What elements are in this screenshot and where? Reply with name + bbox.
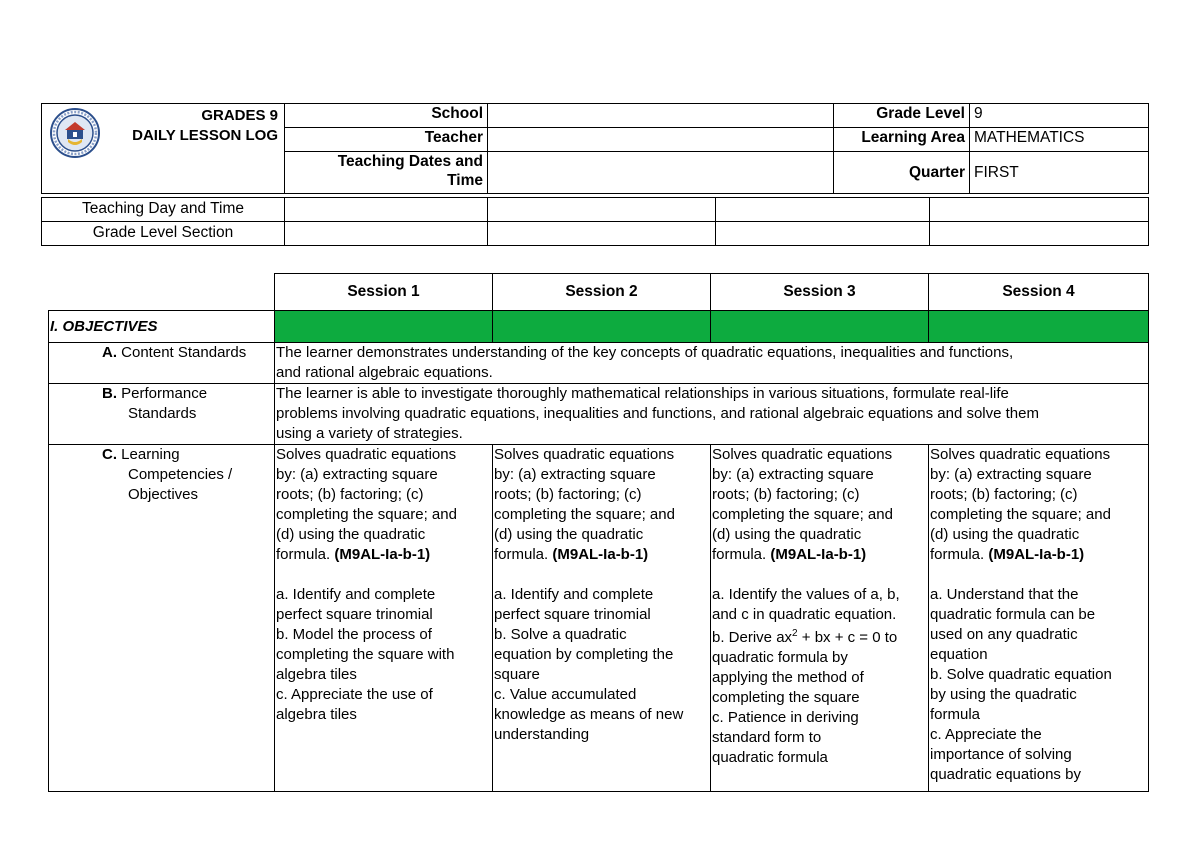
common-line: Solves quadratic equations (712, 446, 893, 463)
s3-line: a. Identify the values of a, b, (712, 586, 900, 603)
s1-line: a. Identify and complete (276, 586, 436, 603)
common-line: Solves quadratic equations (930, 446, 1111, 463)
common-line: completing the square; and (494, 506, 675, 523)
common-line: by: (a) extracting square (276, 466, 438, 483)
s3-line: and c in quadratic equation. (712, 606, 897, 623)
common-line: Solves quadratic equations (276, 446, 457, 463)
learning-area-label: Learning Area (834, 128, 970, 152)
lesson-log-grades-title: GRADES 9 (201, 107, 278, 124)
s3-line: applying the method of (712, 669, 864, 686)
common-line: by: (a) extracting square (494, 466, 656, 483)
common-line: by: (a) extracting square (712, 466, 874, 483)
session-1-header: Session 1 (275, 274, 493, 311)
content-standards-text (275, 343, 1149, 384)
learning-competencies-label (49, 445, 275, 792)
content-standards-label-text: Content Standards (117, 344, 247, 361)
header-corner (49, 274, 275, 311)
s1-line: algebra tiles (276, 706, 357, 723)
common-line: (d) using the quadratic (276, 526, 426, 543)
common-line: (d) using the quadratic (494, 526, 644, 543)
s4-line: by using the quadratic (930, 686, 1077, 703)
section-session1-field[interactable] (285, 222, 488, 246)
header-table (41, 103, 1149, 194)
s3-derive-sup: 2 (792, 628, 798, 639)
s1-line: perfect square trinomial (276, 606, 433, 623)
s1-line: algebra tiles (276, 666, 357, 683)
s3-line: quadratic formula by (712, 649, 848, 666)
common-line-formula (930, 545, 1147, 565)
common-line: completing the square; and (930, 506, 1111, 523)
objectives-session4-bar (929, 311, 1149, 343)
section-session4-field[interactable] (930, 222, 1149, 246)
learning-competencies-label-line3: Objectives (128, 486, 199, 503)
competencies-session4 (929, 445, 1149, 792)
common-line: by: (a) extracting square (930, 466, 1092, 483)
s2-line: knowledge as means of new (494, 706, 684, 723)
teacher-label: Teacher (285, 128, 488, 152)
s3-line: completing the square (712, 689, 860, 706)
competencies-session3 (711, 445, 929, 792)
day-time-session4-field[interactable] (930, 198, 1149, 222)
performance-standards-label (49, 384, 275, 445)
school-field[interactable] (488, 104, 834, 128)
objectives-session2-bar (493, 311, 711, 343)
competency-code: (M9AL-Ia-b-1) (770, 546, 867, 563)
common-line-formula-text: formula. (930, 546, 989, 563)
quarter-field[interactable]: FIRST (970, 152, 1149, 194)
competency-code: (M9AL-Ia-b-1) (552, 546, 649, 563)
common-line: roots; (b) factoring; (c) (494, 486, 642, 503)
s2-line: equation by completing the (494, 646, 674, 663)
common-line: roots; (b) factoring; (c) (930, 486, 1078, 503)
s4-line: b. Solve quadratic equation (930, 666, 1112, 683)
s4-line: used on any quadratic (930, 626, 1078, 643)
s3-line: c. Patience in deriving (712, 709, 859, 726)
performance-standards-label-line2: Standards (128, 405, 197, 422)
school-label: School (285, 104, 488, 128)
day-section-table (41, 197, 1149, 246)
session-2-header: Session 2 (493, 274, 711, 311)
common-line: completing the square; and (712, 506, 893, 523)
section-session2-field[interactable] (488, 222, 716, 246)
session-4-header: Session 4 (929, 274, 1149, 311)
performance-standards-label-line1: Performance (117, 385, 208, 402)
s4-line: importance of solving (930, 746, 1072, 763)
competencies-session1 (275, 445, 493, 792)
s1-line: c. Appreciate the use of (276, 686, 433, 703)
competency-code: (M9AL-Ia-b-1) (334, 546, 431, 563)
teaching-day-time-label: Teaching Day and Time (42, 198, 285, 222)
common-line: completing the square; and (276, 506, 457, 523)
common-line: Solves quadratic equations (494, 446, 675, 463)
s3-line: quadratic formula (712, 749, 828, 766)
s1-line: b. Model the process of (276, 626, 432, 643)
day-time-session2-field[interactable] (488, 198, 716, 222)
s2-line: perfect square trinomial (494, 606, 651, 623)
s2-line: a. Identify and complete (494, 586, 654, 603)
performance-standards-text (275, 384, 1149, 445)
content-standards-label (49, 343, 275, 384)
learning-area-field[interactable]: MATHEMATICS (970, 128, 1149, 152)
s2-line: b. Solve a quadratic (494, 626, 627, 643)
lesson-log-title: DAILY LESSON LOG (132, 127, 278, 144)
s2-line: understanding (494, 726, 590, 743)
s1-line: completing the square with (276, 646, 455, 663)
performance-standards-letter: B. (102, 385, 117, 402)
day-time-session3-field[interactable] (716, 198, 930, 222)
common-line-formula-text: formula. (494, 546, 553, 563)
teaching-dates-label-line2: Time (447, 172, 483, 189)
section-session3-field[interactable] (716, 222, 930, 246)
teaching-dates-label-line1: Teaching Dates and (337, 153, 483, 170)
objectives-session3-bar (711, 311, 929, 343)
day-time-session1-field[interactable] (285, 198, 488, 222)
common-line: roots; (b) factoring; (c) (712, 486, 860, 503)
common-line-formula (276, 545, 491, 565)
common-line: roots; (b) factoring; (c) (276, 486, 424, 503)
deped-seal-icon (50, 108, 100, 158)
s4-line: formula (930, 706, 981, 723)
s4-line: quadratic formula can be (930, 606, 1096, 623)
objectives-heading: I. OBJECTIVES (49, 311, 275, 343)
learning-competencies-letter: C. (102, 446, 117, 463)
grade-level-field[interactable]: 9 (970, 104, 1149, 128)
quarter-label: Quarter (834, 152, 970, 194)
common-line-formula (712, 545, 927, 565)
performance-standards-line2: problems involving quadratic equations, inequalities and functions, and rational algebraic equations and solve them (276, 405, 1039, 422)
content-standards-letter: A. (102, 344, 117, 361)
s3-derive-line (712, 628, 927, 648)
grade-level-section-label: Grade Level Section (42, 222, 285, 246)
performance-standards-line3: using a variety of strategies. (276, 425, 463, 442)
content-standards-line1: The learner demonstrates understanding of the key concepts of quadratic equations, inequalities and functions, (276, 344, 1014, 361)
session-3-header: Session 3 (711, 274, 929, 311)
learning-competencies-label-line1: Learning (117, 446, 180, 463)
s2-line: square (494, 666, 540, 683)
common-line: (d) using the quadratic (712, 526, 862, 543)
common-line-formula-text: formula. (712, 546, 771, 563)
grade-level-label: Grade Level (834, 104, 970, 128)
competencies-session2 (493, 445, 711, 792)
s3-line: standard form to (712, 729, 822, 746)
common-line: (d) using the quadratic (930, 526, 1080, 543)
common-line-formula-text: formula. (276, 546, 335, 563)
content-standards-line2: and rational algebraic equations. (276, 364, 493, 381)
competency-code: (M9AL-Ia-b-1) (988, 546, 1085, 563)
common-line-formula (494, 545, 709, 565)
s4-line: quadratic equations by (930, 766, 1081, 783)
learning-competencies-label-line2: Competencies / (128, 466, 233, 483)
objectives-session1-bar (275, 311, 493, 343)
teacher-field[interactable] (488, 128, 834, 152)
s4-line: equation (930, 646, 988, 663)
s4-line: c. Appreciate the (930, 726, 1042, 743)
s3-derive-pre: b. Derive ax (712, 629, 793, 646)
teaching-dates-label (285, 152, 488, 194)
header-logo-cell (42, 104, 285, 194)
performance-standards-line1: The learner is able to investigate thoroughly mathematical relationships in various situations, formulate real-life (276, 385, 1009, 402)
teaching-dates-field[interactable] (488, 152, 834, 194)
s4-line: a. Understand that the (930, 586, 1079, 603)
s3-derive-post: + bx + c = 0 to (797, 629, 898, 646)
objectives-table (48, 273, 1149, 792)
s2-line: c. Value accumulated (494, 686, 637, 703)
